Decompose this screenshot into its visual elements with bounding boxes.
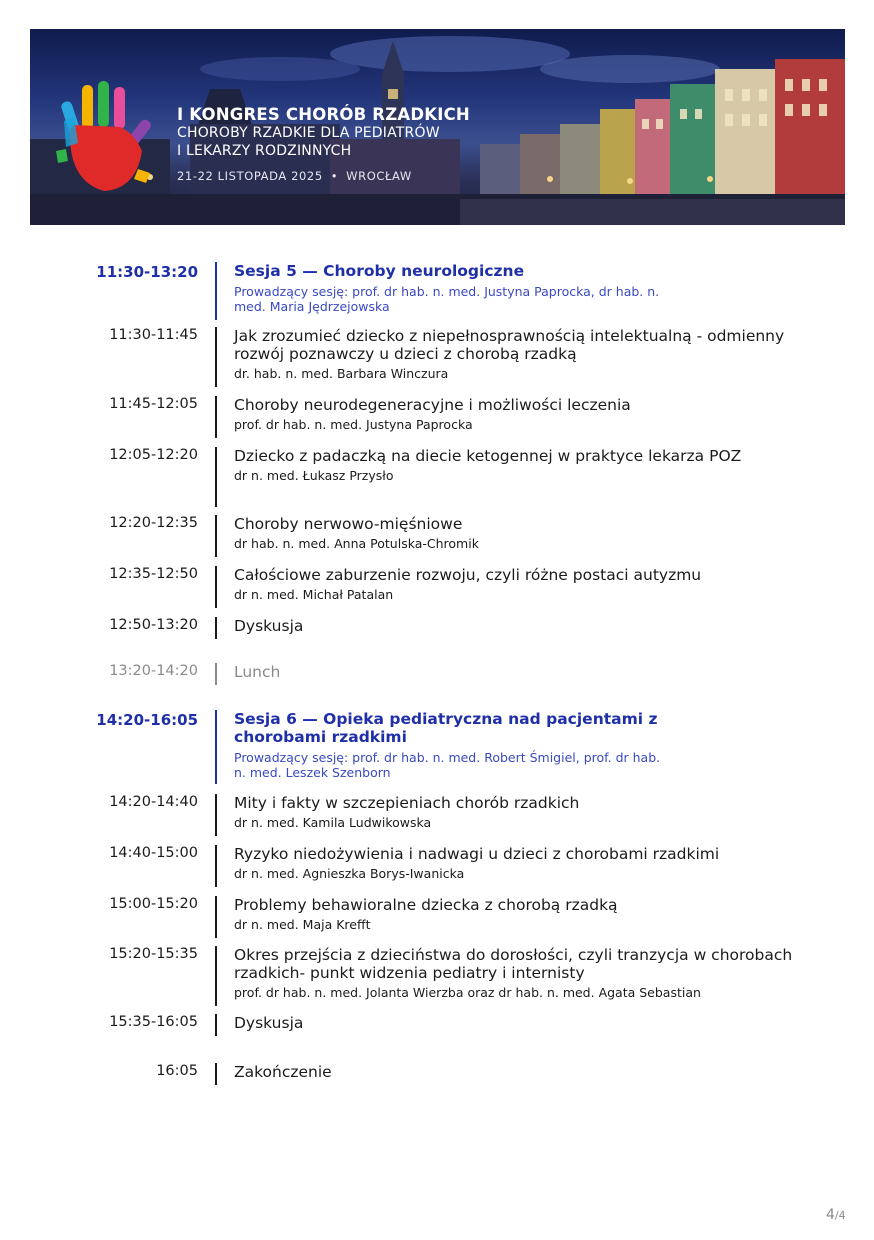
item-time: 13:20-14:20: [109, 663, 198, 679]
item-time: 11:45-12:05: [109, 396, 198, 412]
talk-title: Dziecko z padaczką na diecie ketogennej w praktyce lekarza POZ: [234, 447, 742, 465]
item-time: 11:30-11:45: [109, 327, 198, 343]
congress-subtitle-line2: I LEKARZY RODZINNYCH: [177, 143, 352, 159]
speaker-name: dr n. med. Maja Krefft: [234, 917, 371, 932]
time-divider: [215, 515, 217, 557]
session-chairs: Prowadzący sesję: prof. dr hab. n. med. Justyna Paprocka, dr hab. n. med. Maria Jędrzejowska: [234, 284, 660, 314]
time-divider: [215, 896, 217, 938]
talk-title: Choroby neurodegeneracyjne i możliwości leczenia: [234, 396, 631, 414]
session-time: 11:30-13:20: [96, 263, 198, 281]
session-title: Sesja 6 — Opieka pediatryczna nad pacjentami z chorobami rzadkimi: [234, 710, 658, 746]
talk-title: Mity i fakty w szczepieniach chorób rzadkich: [234, 794, 580, 812]
talk-title: Dyskusja: [234, 617, 304, 635]
time-divider: [215, 396, 217, 438]
item-time: 15:20-15:35: [109, 946, 198, 962]
time-divider: [215, 710, 217, 784]
speaker-name: dr n. med. Kamila Ludwikowska: [234, 815, 432, 830]
item-time: 12:35-12:50: [109, 566, 198, 582]
speaker-name: dr n. med. Agnieszka Borys-Iwanicka: [234, 866, 465, 881]
talk-title: Ryzyko niedożywienia i nadwagi u dzieci z chorobami rzadkimi: [234, 845, 720, 863]
time-divider: [215, 663, 217, 685]
item-time: 14:40-15:00: [109, 845, 198, 861]
item-time: 15:00-15:20: [109, 896, 198, 912]
time-divider: [215, 447, 217, 507]
session-chairs: Prowadzący sesję: prof. dr hab. n. med. Robert Śmigiel, prof. dr hab. n. med. Leszek Szenborn: [234, 750, 661, 780]
speaker-name: prof. dr hab. n. med. Justyna Paprocka: [234, 417, 473, 432]
speaker-name: dr. hab. n. med. Barbara Winczura: [234, 366, 449, 381]
item-time: 15:35-16:05: [109, 1014, 198, 1030]
talk-title: Jak zrozumieć dziecko z niepełnosprawnością intelektualną - odmienny rozwój poznawczy u dzieci z chorobą rzadką: [234, 327, 785, 363]
time-divider: [215, 1014, 217, 1036]
time-divider: [215, 617, 217, 639]
page-number: [826, 1207, 846, 1223]
time-divider: [215, 946, 217, 1006]
session-title: Sesja 5 — Choroby neurologiczne: [234, 262, 525, 280]
time-divider: [215, 566, 217, 608]
time-divider: [215, 262, 217, 320]
header-banner: [30, 29, 845, 225]
item-time: 12:05-12:20: [109, 447, 198, 463]
event-dates: 21-22 LISTOPADA 2025: [177, 169, 323, 183]
speaker-name: dr n. med. Łukasz Przysło: [234, 468, 394, 483]
talk-title: Zakończenie: [234, 1063, 332, 1081]
talk-title: Dyskusja: [234, 1014, 304, 1032]
separator-dot: •: [330, 169, 339, 183]
item-time: 16:05: [156, 1063, 198, 1079]
speaker-name: dr hab. n. med. Anna Potulska-Chromik: [234, 536, 479, 551]
time-divider: [215, 1063, 217, 1085]
event-city: WROCŁAW: [346, 169, 412, 183]
time-divider: [215, 794, 217, 836]
session-time: 14:20-16:05: [96, 711, 198, 729]
page-current: 4: [826, 1207, 835, 1223]
talk-title: Choroby nerwowo-mięśniowe: [234, 515, 463, 533]
congress-subtitle-line1: CHOROBY RZADKIE DLA PEDIATRÓW: [177, 125, 440, 141]
congress-title: I KONGRES CHORÓB RZADKICH: [177, 105, 470, 124]
talk-title: Okres przejścia z dzieciństwa do dorosłości, czyli tranzycja w chorobach rzadkich- punkt widzenia pediatry i internisty: [234, 946, 793, 982]
time-divider: [215, 327, 217, 387]
event-date-location: [177, 169, 412, 183]
speaker-name: prof. dr hab. n. med. Jolanta Wierzba oraz dr hab. n. med. Agata Sebastian: [234, 985, 701, 1000]
hand-logo-icon: [54, 81, 160, 201]
item-time: 12:50-13:20: [109, 617, 198, 633]
talk-title: Lunch: [234, 663, 281, 681]
item-time: 14:20-14:40: [109, 794, 198, 810]
talk-title: Całościowe zaburzenie rozwoju, czyli różne postaci autyzmu: [234, 566, 702, 584]
speaker-name: dr n. med. Michał Patalan: [234, 587, 394, 602]
time-divider: [215, 845, 217, 887]
page-total: /4: [834, 1209, 846, 1222]
talk-title: Problemy behawioralne dziecka z chorobą rzadką: [234, 896, 618, 914]
item-time: 12:20-12:35: [109, 515, 198, 531]
